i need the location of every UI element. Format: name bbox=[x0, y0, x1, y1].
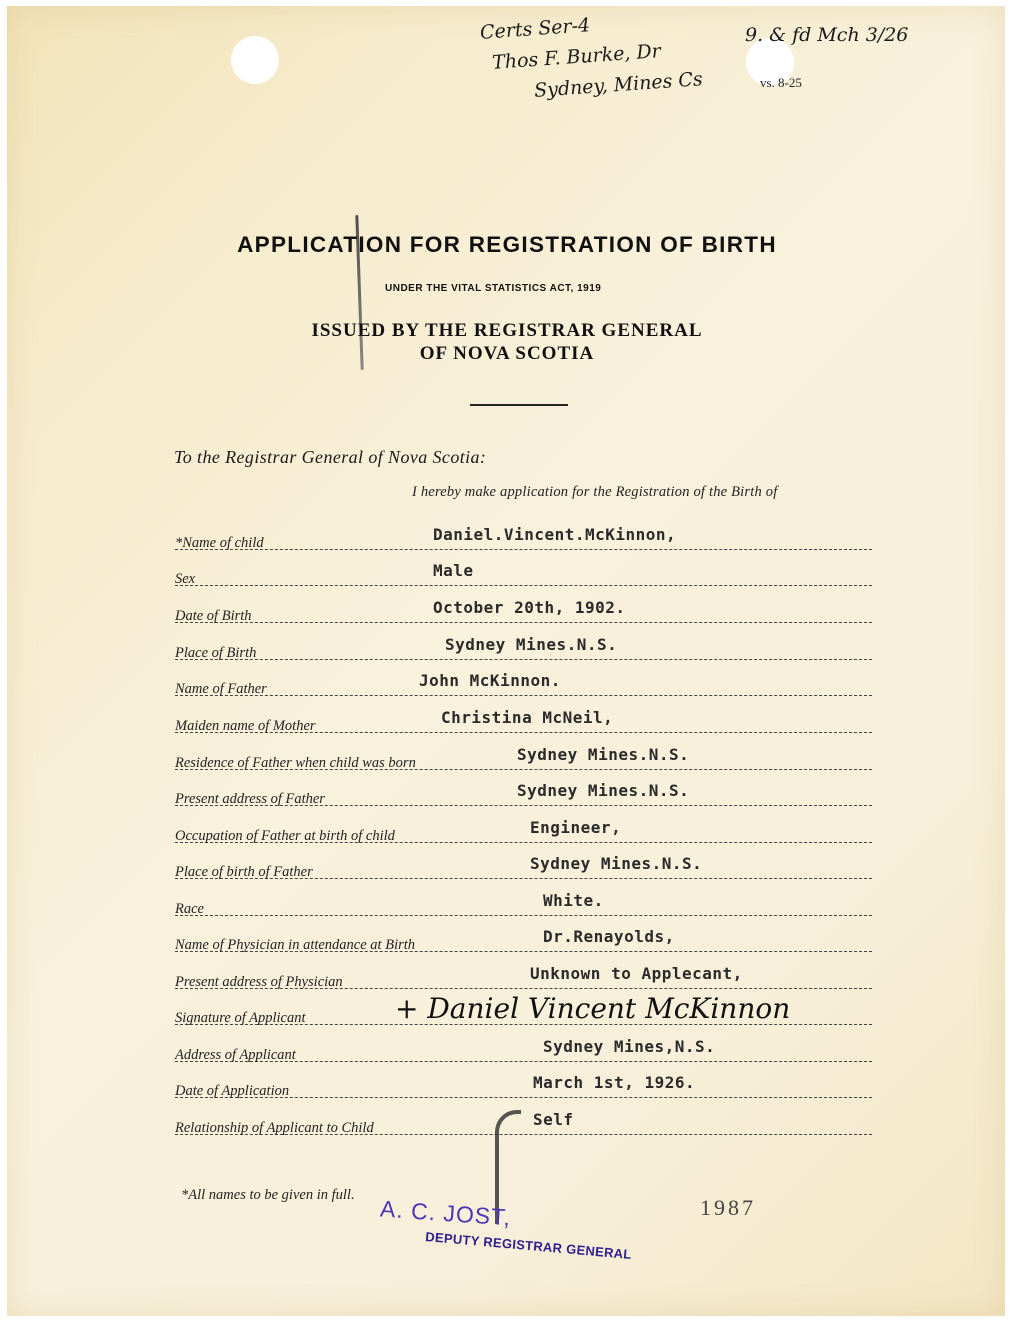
field-value: Sydney Mines.N.S. bbox=[530, 854, 703, 873]
field-value: Self bbox=[533, 1110, 574, 1129]
field-value: Dr.Renayolds, bbox=[543, 927, 675, 946]
form-field-row bbox=[175, 561, 872, 587]
field-value: Sydney Mines,N.S. bbox=[543, 1037, 716, 1056]
field-label: Place of birth of Father bbox=[175, 864, 313, 880]
field-value: Sydney Mines.N.S. bbox=[517, 781, 690, 800]
field-label: Name of Father bbox=[175, 681, 267, 697]
form-field-row bbox=[175, 818, 872, 844]
form-field-row bbox=[175, 745, 872, 771]
form-field-row bbox=[175, 1073, 872, 1099]
field-label: Occupation of Father at birth of child bbox=[175, 828, 395, 844]
handwritten-note-line1: Certs Ser-4 bbox=[479, 14, 591, 44]
field-value: John McKinnon. bbox=[419, 671, 561, 690]
title-divider bbox=[470, 404, 568, 406]
field-label: Date of Birth bbox=[175, 608, 252, 624]
field-value: Sydney Mines.N.S. bbox=[517, 745, 690, 764]
form-field-row bbox=[175, 992, 872, 1026]
dotted-leader bbox=[175, 695, 872, 696]
issued-line-2: OF NOVA SCOTIA bbox=[419, 343, 595, 364]
field-value: Male bbox=[433, 561, 474, 580]
form-field-row bbox=[175, 708, 872, 734]
form-field-row bbox=[175, 781, 872, 807]
document-title: APPLICATION FOR REGISTRATION OF BIRTH bbox=[237, 232, 777, 257]
dotted-leader bbox=[175, 549, 872, 550]
punch-hole bbox=[231, 36, 279, 84]
field-label: Address of Applicant bbox=[175, 1047, 296, 1063]
declaration: I hereby make application for the Registration of the Birth of bbox=[412, 484, 778, 500]
footnote: *All names to be given in full. bbox=[181, 1187, 355, 1203]
field-label: Race bbox=[175, 901, 204, 917]
field-value: Christina McNeil, bbox=[441, 708, 614, 727]
form-field-row bbox=[175, 525, 872, 551]
applicant-signature: + Daniel Vincent McKinnon bbox=[395, 992, 791, 1025]
form-field-row bbox=[175, 635, 872, 661]
form-field-row bbox=[175, 854, 872, 880]
stamp-title: DEPUTY REGISTRAR GENERAL bbox=[424, 1229, 633, 1262]
field-label: Signature of Applicant bbox=[175, 1010, 306, 1026]
field-value: Sydney Mines.N.S. bbox=[445, 635, 618, 654]
field-value: Unknown to Applecant, bbox=[530, 964, 743, 983]
field-value: White. bbox=[543, 891, 604, 910]
form-field-row bbox=[175, 598, 872, 624]
dotted-leader bbox=[175, 659, 872, 660]
dotted-leader bbox=[175, 585, 872, 586]
field-label: Maiden name of Mother bbox=[175, 718, 316, 734]
handwritten-note-right: 9. & fd Mch 3/26 bbox=[745, 24, 909, 46]
form-field-row bbox=[175, 671, 872, 697]
field-label: Present address of Physician bbox=[175, 974, 343, 990]
field-value: October 20th, 1902. bbox=[433, 598, 626, 617]
field-label: *Name of child bbox=[175, 535, 264, 551]
serial-number: 1987 bbox=[700, 1195, 756, 1220]
field-label: Relationship of Applicant to Child bbox=[175, 1120, 374, 1136]
form-number: vs. 8-25 bbox=[760, 75, 802, 90]
handwritten-note-line2: Thos F. Burke, Dr bbox=[491, 40, 662, 74]
form-field-row bbox=[175, 927, 872, 953]
field-label: Residence of Father when child was born bbox=[175, 755, 416, 771]
dotted-leader bbox=[175, 622, 872, 623]
issued-line-1: ISSUED BY THE REGISTRAR GENERAL bbox=[311, 320, 703, 341]
field-value: March 1st, 1926. bbox=[533, 1073, 696, 1092]
field-label: Date of Application bbox=[175, 1083, 290, 1099]
field-label: Name of Physician in attendance at Birth bbox=[175, 937, 416, 953]
stamp-name: A. C. JOST, bbox=[379, 1195, 512, 1231]
document-subtitle: UNDER THE VITAL STATISTICS ACT, 1919 bbox=[385, 283, 602, 294]
field-label: Place of Birth bbox=[175, 645, 257, 661]
salutation: To the Registrar General of Nova Scotia: bbox=[174, 447, 487, 467]
form-field-row bbox=[175, 964, 872, 990]
field-value: Daniel.Vincent.McKinnon, bbox=[433, 525, 677, 544]
field-label: Present address of Father bbox=[175, 791, 325, 807]
handwritten-note-line3: Sydney, Mines Cs bbox=[533, 68, 704, 102]
field-value: Engineer, bbox=[530, 818, 622, 837]
dotted-leader bbox=[175, 915, 872, 916]
field-label: Sex bbox=[175, 571, 196, 587]
form-field-row bbox=[175, 1037, 872, 1063]
form-field-row bbox=[175, 891, 872, 917]
form-field-row bbox=[175, 1110, 872, 1136]
